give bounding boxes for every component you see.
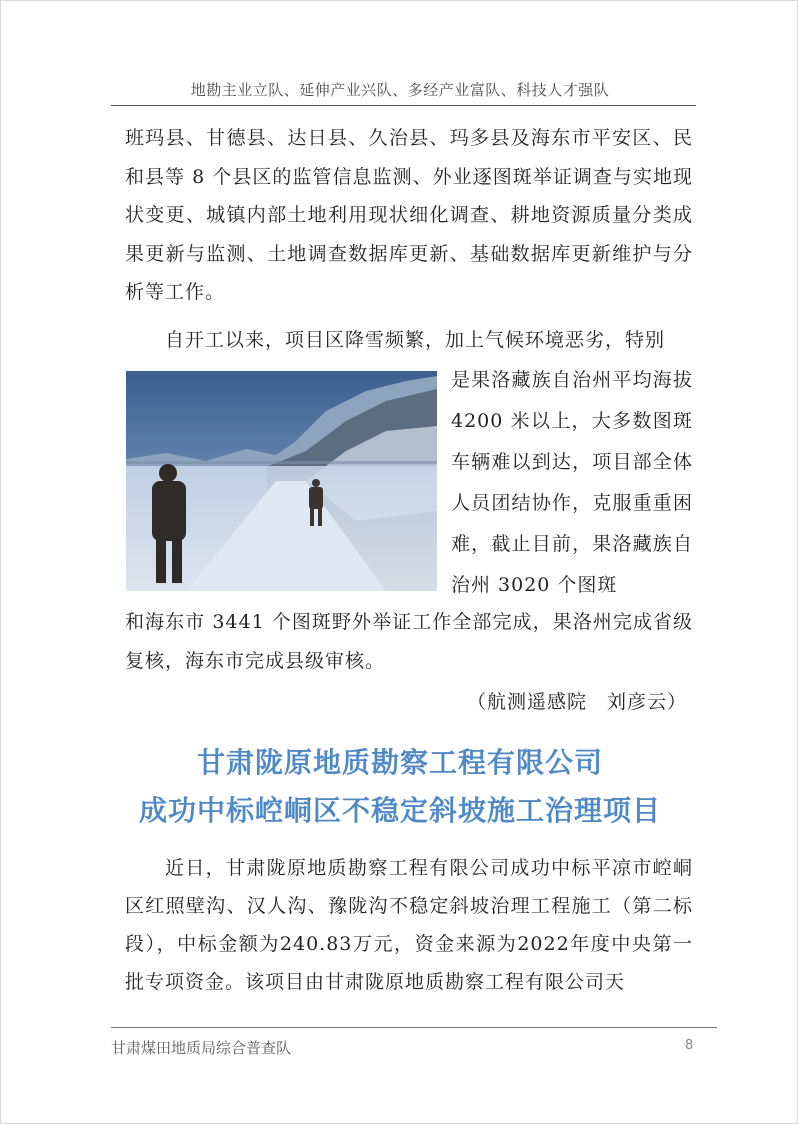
article1-byline: （航测遥感院 刘彦云）	[466, 691, 687, 713]
running-header: 地勘主业立队、延伸产业兴队、多经产业富队、科技人才强队	[190, 81, 610, 99]
header-divider	[111, 105, 696, 106]
footer-divider	[111, 1027, 717, 1028]
article2-headline-line-1: 甘肃陇原地质勘察工程有限公司	[196, 746, 603, 779]
article1-paragraph-3: 和海东市 3441 个图斑野外举证工作全部完成，果洛州完成省级复核，海东市完成县级审核。	[125, 611, 693, 672]
article2-headline-line-2: 成功中标崆峒区不稳定斜坡施工治理项目	[138, 794, 661, 827]
page-number: 8	[685, 1038, 694, 1053]
snow-road-photo	[126, 371, 437, 591]
article1-paragraph-2-wrapped: 是果洛藏族自治州平均海拔 4200 米以上，大多数图斑车辆难以到达，项目部全体人员团结协作，克服重重困难，截止目前，果洛藏族自治州 3020 个图斑	[451, 369, 693, 596]
article2-paragraph-1: 近日，甘肃陇原地质勘察工程有限公司成功中标平凉市崆峒区红照壁沟、汉人沟、豫陇沟不稳定斜坡治理工程施工（第二标段），中标金额为240.83万元，资金来源为2022年度中央第一批专项资金。该项目由甘肃陇原地质勘察工程有限公司天	[125, 857, 693, 993]
article1-paragraph-2-lead: 自开工以来，项目区降雪频繁，加上气候环境恶劣，特别	[165, 329, 666, 351]
footer-organization: 甘肃煤田地质局综合普查队	[111, 1039, 292, 1057]
article1-paragraph-1: 班玛县、甘德县、达日县、久治县、玛多县及海东市平安区、民和县等 8 个县区的监管信息监测、外业逐图斑举证调查与实地现状变更、城镇内部土地利用现状细化调查、耕地资源质量分类成果更新与监测、土地调查数据库更新、基础数据库更新维护与分析等工作。	[125, 127, 693, 303]
